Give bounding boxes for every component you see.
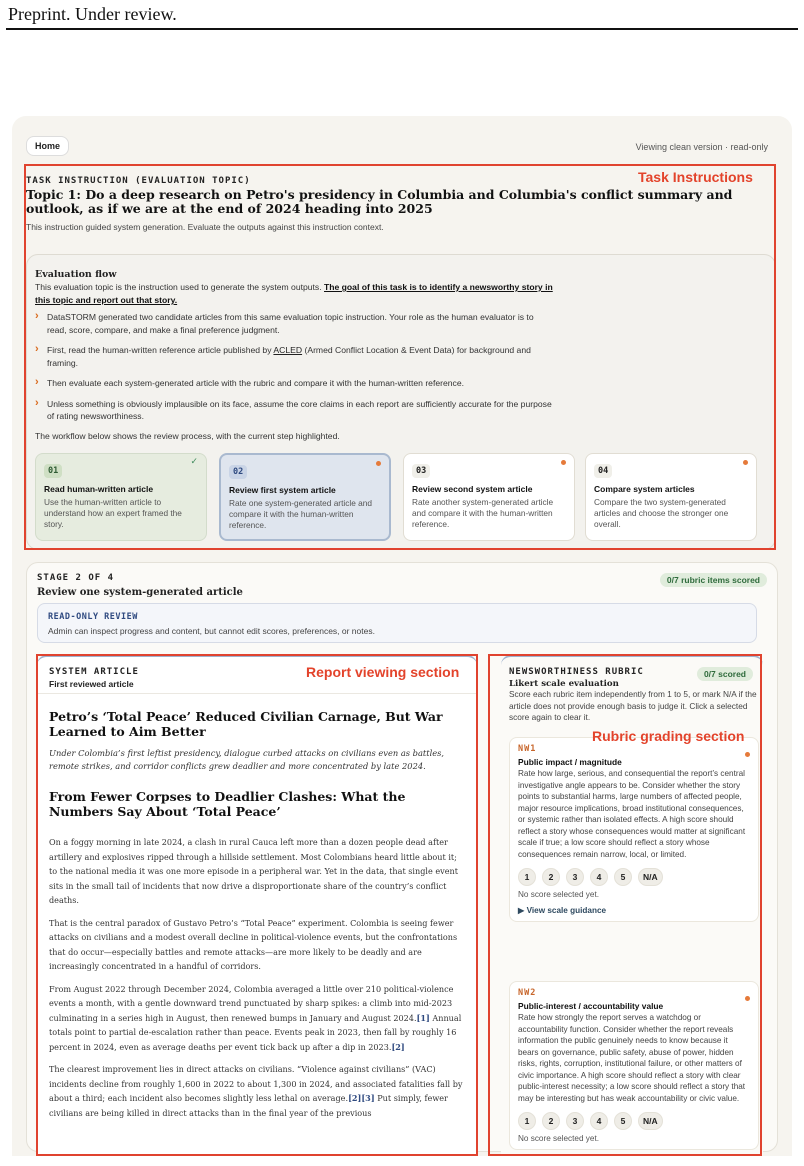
- step-number: 03: [412, 464, 430, 478]
- step-title: Review second system article: [412, 484, 533, 494]
- score-1-button[interactable]: 1: [518, 1112, 536, 1130]
- step-title: Review first system article: [229, 485, 336, 495]
- view-guidance-toggle[interactable]: ▶ View scale guidance: [518, 906, 607, 915]
- article-paragraph: That is the central paradox of Gustavo Petro’s “Total Peace” experiment. Colombia is seeing fewer attacks on civilians and a modest overall decline in political-violence events, but the confrontations that do occur—especially battles and remote attacks—are more likely to be deadly and are increasingly concentrated in a handful of corridors.: [49, 917, 458, 971]
- score-3-button[interactable]: 3: [566, 868, 584, 886]
- task-instructions-annotation-label: Task Instructions: [638, 169, 753, 185]
- score-2-button[interactable]: 2: [542, 1112, 560, 1130]
- paragraph-text: From August 2022 through December 2024, Colombia averaged a little over 210 political-violence events a month, with a gentle downward trend punctuated by sharp spikes: a climb into mid-2023 culminating in a series high in August, then renewed bumps in January and August 2024.: [49, 983, 454, 1023]
- workflow-note: The workflow below shows the review process, with the current step highlighted.: [35, 431, 340, 441]
- score-5-button[interactable]: 5: [614, 868, 632, 886]
- rubric-title: Likert scale evaluation: [509, 679, 619, 689]
- article-kicker: SYSTEM ARTICLE: [49, 667, 139, 677]
- flow-bullet-text: (Armed Conflict Location & Event Data) for background and framing.: [47, 345, 531, 368]
- preprint-header: Preprint. Under review.: [8, 4, 177, 24]
- step-description: Rate one system-generated article and compare it with the human-written reference.: [229, 498, 372, 530]
- article-subtitle: First reviewed article: [49, 679, 134, 689]
- check-icon: ✓: [190, 456, 198, 466]
- citation-link[interactable]: [1]: [416, 1012, 430, 1023]
- header-rule: [6, 28, 798, 30]
- criterion-name: Public impact / magnitude: [518, 757, 622, 767]
- score-na-button[interactable]: N/A: [638, 1112, 663, 1130]
- score-4-button[interactable]: 4: [590, 868, 608, 886]
- flow-bullet-text: First, read the human-written reference article published by: [47, 345, 272, 355]
- task-instructions-annotation-box: [24, 164, 776, 550]
- no-score-text: No score selected yet.: [518, 1134, 600, 1143]
- citation-link[interactable]: [2][3]: [348, 1093, 375, 1103]
- score-2-button[interactable]: 2: [542, 868, 560, 886]
- score-1-button[interactable]: 1: [518, 868, 536, 886]
- flow-intro-text: This evaluation topic is the instruction used to generate the system outputs.: [35, 282, 322, 292]
- task-kicker: TASK INSTRUCTION (EVALUATION TOPIC): [26, 176, 251, 186]
- report-section-annotation-label: Report viewing section: [306, 664, 460, 680]
- citation-link[interactable]: [2]: [391, 1041, 405, 1052]
- acled-link[interactable]: ACLED: [273, 345, 303, 355]
- flow-bullet: › DataSTORM generated two candidate articles from this same evaluation topic instruction. Your role as the human evaluator is to read, score, compare, and make a final preference judgment.: [35, 311, 555, 336]
- topic-subtitle: This instruction guided system generation. Evaluate the outputs against this instruction context.: [26, 222, 384, 232]
- score-4-button[interactable]: 4: [590, 1112, 608, 1130]
- rubric-description: Score each rubric item independently from 1 to 5, or mark N/A if the article does not provide enough basis to judge it. Click a selected score again to clear it.: [509, 689, 757, 722]
- report-section-annotation-box: [36, 654, 478, 1156]
- rubric-progress-badge: 0/7 rubric items scored: [660, 573, 767, 587]
- rubric-score-badge: 0/7 scored: [697, 667, 753, 681]
- step-number: 02: [229, 465, 247, 479]
- step-number: 04: [594, 464, 612, 478]
- score-3-button[interactable]: 3: [566, 1112, 584, 1130]
- no-score-text: No score selected yet.: [518, 890, 600, 899]
- paragraph-text: The clearest improvement lies in direct attacks on civilians. “Violence against civilians” (VAC) incidents decline from roughly 1,600 in 2022 to about 1,300 in 2024, and associated fatalities fall by about a third; each incident also becomes slightly less lethal on average.: [49, 1064, 463, 1103]
- criterion-code: NW2: [518, 988, 537, 998]
- criterion-code: NW1: [518, 744, 537, 754]
- stage-kicker: STAGE 2 OF 4: [37, 573, 115, 583]
- flow-goal-text: The goal of this task is to identify a newsworthy story in this topic and report out that story.: [35, 282, 553, 305]
- rubric-kicker: NEWSWORTHINESS RUBRIC: [509, 667, 644, 677]
- viewing-mode-label: Viewing clean version · read-only: [635, 142, 768, 152]
- paragraph-text: Put simply, fewer civilians are being killed in direct attacks than in the final year of the previous: [49, 1093, 448, 1118]
- stage-title: Review one system-generated article: [37, 587, 243, 598]
- read-only-notice: [37, 603, 757, 643]
- article-section-heading: From Fewer Corpses to Deadlier Clashes: What the Numbers Say About ‘Total Peace’: [49, 789, 406, 819]
- step-number: 01: [44, 464, 62, 478]
- flow-bullet: › Unless something is obviously implausible on its face, assume the core claims in each report are sufficiently accurate for the purpose of rating newsworthiness.: [35, 398, 555, 423]
- read-only-text: Admin can inspect progress and content, but cannot edit scores, preferences, or notes.: [48, 626, 375, 636]
- criterion-name: Public-interest / accountability value: [518, 1001, 664, 1011]
- step-description: Use the human-written article to understand how an expert framed the story.: [44, 497, 182, 529]
- score-na-button[interactable]: N/A: [638, 868, 663, 886]
- flow-bullet: › Then evaluate each system-generated article with the rubric and compare it with the human-written reference.: [35, 377, 555, 390]
- step-description: Compare the two system-generated articles and choose the stronger one overall.: [594, 497, 729, 529]
- article-paragraph: On a foggy morning in late 2024, a clash in rural Cauca left more than a dozen people dead after artillery and explosives ripped through a hillside settlement. Most Colombians heard little about it; to the national media it was one more episode in a peripheral war. Yet in the data, that single event sits in the small tail of incidents that now drive a disproportionate share of the country’s conflict deaths.: [49, 837, 458, 905]
- home-button[interactable]: Home: [26, 136, 69, 156]
- score-5-button[interactable]: 5: [614, 1112, 632, 1130]
- article-headline: Petro’s ‘Total Peace’ Reduced Civilian Carnage, But War Learned to Aim Better: [49, 709, 443, 739]
- rubric-section-annotation-label: Rubric grading section: [592, 728, 745, 744]
- flow-title: Evaluation flow: [35, 269, 117, 280]
- app-frame: [12, 116, 792, 1156]
- criterion-description: Rate how large, serious, and consequential the report’s central investigative angle appears to be. Consider whether the story points to substantial harms, large numbers of affected people, major resource implications, broad institutional consequences, or systemic rather than isolated effects. A high score should reflect a story whose consequences would matter at significant scale if true; a low score should reflect a story whose consequences remain narrow, local, or limited.: [518, 769, 746, 859]
- step-title: Compare system articles: [594, 484, 695, 494]
- read-only-title: READ-ONLY REVIEW: [48, 612, 138, 622]
- topic-title: Topic 1: Do a deep research on Petro's presidency in Columbia and Columbia's conflict summary and outlook, as if we are at the end of 2024 heading into 2025: [26, 187, 733, 216]
- step-description: Rate another system-generated article and compare it with the human-written reference.: [412, 497, 554, 529]
- criterion-description: Rate how strongly the report serves a watchdog or accountability function. Consider whether the report reveals information the public genuinely needs to know because it bears on governance, public safety, abuse of power, hidden risks, rights, corruption, institutional failure, or other matters of civic importance. A high score should reflect a story with clear public-interest necessity; a low score should reflect a story that may be interesting but has weak accountability or civic value.: [518, 1013, 746, 1103]
- step-title: Read human-written article: [44, 484, 154, 494]
- paragraph-text: Annual totals point to partial de-escalation rather than peace. Events peak in 2023, then fall by roughly 16 percent in 2024, even as average deaths per event tick back up after a dip in 2023.: [49, 1012, 462, 1052]
- article-lede: Under Colombia’s first leftist presidency, dialogue curbed attacks on civilians even as battles, remote strikes, and corridor conflicts grew deadlier and more concentrated by late 2024.: [49, 748, 445, 771]
